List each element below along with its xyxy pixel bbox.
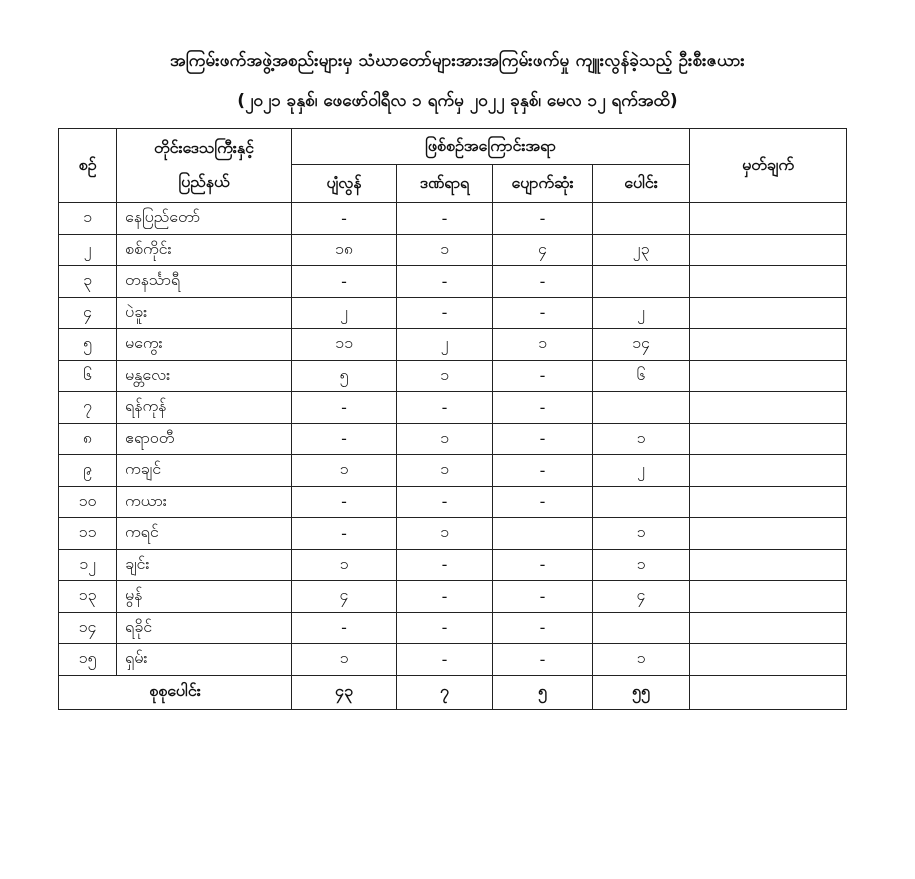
cell-total: ၁၄ <box>593 329 690 361</box>
cell-remarks <box>690 203 847 235</box>
cell-killed: - <box>292 518 397 550</box>
cell-injured: - <box>397 612 493 644</box>
table-row <box>59 266 847 298</box>
cell-injured: - <box>397 486 493 518</box>
cell-remarks <box>690 455 847 487</box>
cell-killed: - <box>292 486 397 518</box>
cell-killed: ၁ <box>292 549 397 581</box>
cell-injured: - <box>397 549 493 581</box>
cell-missing: - <box>493 581 593 613</box>
document-subtitle-date-range: (၂၀၂၁ ခုနှစ်၊ ဖေဖော်ဝါရီလ ၁ ရက်မှ ၂၀၂၂ ခုနှစ်၊ မေလ ၁၂ ရက်အထိ) <box>237 91 678 111</box>
cell-region: ကယား <box>117 486 292 518</box>
cell-missing: - <box>493 203 593 235</box>
cell-total: ၆ <box>593 360 690 392</box>
totals-remarks <box>690 675 847 709</box>
header-remarks: မှတ်ချက် <box>690 129 847 203</box>
cell-remarks <box>690 644 847 676</box>
header-killed: ပျံလွန် <box>292 165 397 203</box>
cell-no: ၁၁ <box>59 518 117 550</box>
cell-remarks <box>690 392 847 424</box>
cell-missing: ၄ <box>493 234 593 266</box>
cell-remarks <box>690 423 847 455</box>
header-total: ပေါင်း <box>593 165 690 203</box>
cell-remarks <box>690 549 847 581</box>
cell-killed: - <box>292 266 397 298</box>
table-row <box>59 297 847 329</box>
cell-total <box>593 392 690 424</box>
cell-region: ပဲခူး <box>117 297 292 329</box>
cell-region: ရန်ကုန် <box>117 392 292 424</box>
cell-no: ၂ <box>59 234 117 266</box>
cell-injured: ၁ <box>397 455 493 487</box>
cell-region: မန္တလေး <box>117 360 292 392</box>
cell-region: ဧရာဝတီ <box>117 423 292 455</box>
cell-no: ၉ <box>59 455 117 487</box>
cell-total: ၁ <box>593 423 690 455</box>
header-incidents: ဖြစ်စဉ်အကြောင်းအရာ <box>292 129 690 165</box>
cell-killed: - <box>292 612 397 644</box>
cell-total: ၁ <box>593 644 690 676</box>
table-row <box>59 360 847 392</box>
cell-missing: ၁ <box>493 329 593 361</box>
totals-row <box>59 675 847 709</box>
cell-region: စစ်ကိုင်း <box>117 234 292 266</box>
table-row <box>59 549 847 581</box>
cell-injured: ၂ <box>397 329 493 361</box>
header-injured: ဒဏ်ရာရ <box>397 165 493 203</box>
cell-injured: - <box>397 581 493 613</box>
table-row <box>59 329 847 361</box>
cell-remarks <box>690 612 847 644</box>
cell-total: ၂၃ <box>593 234 690 266</box>
totals-missing: ၅ <box>493 675 593 709</box>
cell-remarks <box>690 581 847 613</box>
cell-total: ၁ <box>593 549 690 581</box>
table-body <box>59 203 847 676</box>
cell-injured: ၁ <box>397 234 493 266</box>
cell-region: ရှမ်း <box>117 644 292 676</box>
cell-remarks <box>690 486 847 518</box>
table-row <box>59 581 847 613</box>
cell-no: ၁ <box>59 203 117 235</box>
header-region <box>117 129 292 203</box>
cell-no: ၁၄ <box>59 612 117 644</box>
cell-killed: - <box>292 392 397 424</box>
cell-injured: - <box>397 644 493 676</box>
cell-remarks <box>690 266 847 298</box>
cell-killed: ၁၁ <box>292 329 397 361</box>
cell-region: ချင်း <box>117 549 292 581</box>
cell-killed: ၅ <box>292 360 397 392</box>
totals-injured: ၇ <box>397 675 493 709</box>
cell-injured: - <box>397 203 493 235</box>
cell-no: ၁၀ <box>59 486 117 518</box>
table-row <box>59 612 847 644</box>
cell-total <box>593 203 690 235</box>
totals-label: စုစုပေါင်း <box>59 675 292 709</box>
cell-missing: - <box>493 266 593 298</box>
cell-injured: - <box>397 297 493 329</box>
cell-killed: - <box>292 203 397 235</box>
cell-killed: - <box>292 423 397 455</box>
cell-region: ကချင် <box>117 455 292 487</box>
cell-killed: ၂ <box>292 297 397 329</box>
cell-no: ၆ <box>59 360 117 392</box>
statistics-table <box>58 128 847 710</box>
cell-injured: ၁ <box>397 518 493 550</box>
cell-missing: - <box>493 392 593 424</box>
totals-killed: ၄၃ <box>292 675 397 709</box>
header-no: စဉ် <box>59 129 117 203</box>
cell-total: ၂ <box>593 455 690 487</box>
cell-total <box>593 266 690 298</box>
cell-remarks <box>690 518 847 550</box>
cell-missing: - <box>493 612 593 644</box>
cell-missing: - <box>493 297 593 329</box>
cell-total: ၂ <box>593 297 690 329</box>
cell-region: နေပြည်တော် <box>117 203 292 235</box>
cell-killed: ၁၈ <box>292 234 397 266</box>
cell-region: ကရင် <box>117 518 292 550</box>
cell-no: ၁၂ <box>59 549 117 581</box>
cell-missing: - <box>493 455 593 487</box>
cell-injured: ၁ <box>397 360 493 392</box>
cell-remarks <box>690 297 847 329</box>
cell-region: တနင်္သာရီ <box>117 266 292 298</box>
cell-remarks <box>690 234 847 266</box>
cell-injured: - <box>397 266 493 298</box>
table-footer <box>59 675 847 709</box>
totals-total: ၅၅ <box>593 675 690 709</box>
cell-no: ၁၃ <box>59 581 117 613</box>
cell-total <box>593 612 690 644</box>
cell-no: ၃ <box>59 266 117 298</box>
cell-total: ၄ <box>593 581 690 613</box>
cell-injured: - <box>397 392 493 424</box>
cell-killed: ၁ <box>292 644 397 676</box>
cell-region: မကွေး <box>117 329 292 361</box>
cell-region: မွန် <box>117 581 292 613</box>
cell-region: ရခိုင် <box>117 612 292 644</box>
cell-remarks <box>690 329 847 361</box>
cell-injured: ၁ <box>397 423 493 455</box>
table-row <box>59 392 847 424</box>
table-row <box>59 518 847 550</box>
cell-no: ၄ <box>59 297 117 329</box>
cell-remarks <box>690 360 847 392</box>
cell-missing <box>493 518 593 550</box>
cell-total <box>593 486 690 518</box>
header-region-line2: ပြည်နယ် <box>178 171 230 191</box>
cell-total: ၁ <box>593 518 690 550</box>
cell-no: ၇ <box>59 392 117 424</box>
cell-missing: - <box>493 549 593 581</box>
cell-killed: ၄ <box>292 581 397 613</box>
header-region-line1: တိုင်းဒေသကြီးနှင့် <box>154 137 254 157</box>
cell-no: ၈ <box>59 423 117 455</box>
table-row <box>59 234 847 266</box>
cell-no: ၁၅ <box>59 644 117 676</box>
document-title: အကြမ်းဖက်အဖွဲ့အစည်းများမှ သံဃာတော်များအားအကြမ်းဖက်မှု ကျူးလွန်ခဲ့သည့် ဦးစီးဇယား <box>170 51 745 71</box>
table-header <box>59 129 847 203</box>
header-missing: ပျောက်ဆုံး <box>493 165 593 203</box>
table-row <box>59 644 847 676</box>
table-row <box>59 423 847 455</box>
cell-missing: - <box>493 360 593 392</box>
cell-no: ၅ <box>59 329 117 361</box>
cell-missing: - <box>493 644 593 676</box>
table-row <box>59 455 847 487</box>
cell-killed: ၁ <box>292 455 397 487</box>
table-row <box>59 486 847 518</box>
cell-missing: - <box>493 423 593 455</box>
cell-missing: - <box>493 486 593 518</box>
table-row <box>59 203 847 235</box>
